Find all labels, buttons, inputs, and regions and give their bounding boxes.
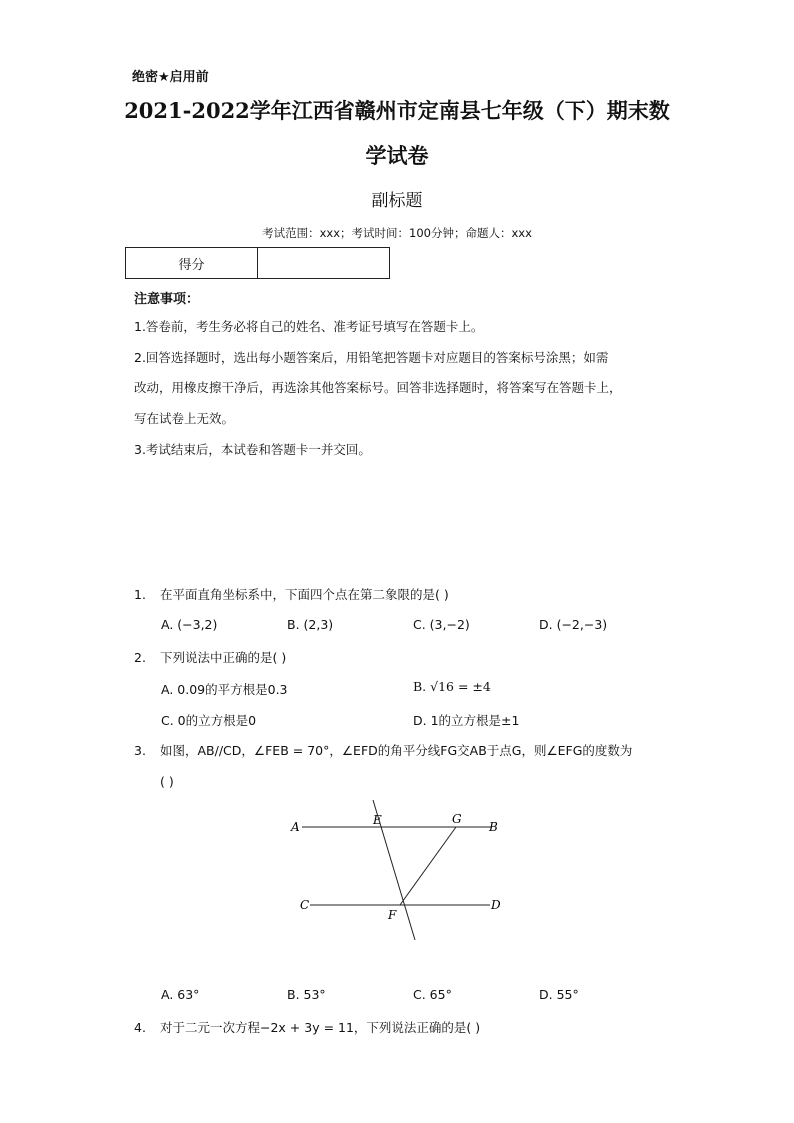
label-c: C — [300, 898, 310, 912]
question-text: 下列说法中正确的是( ) — [160, 650, 287, 665]
label-a: A — [291, 820, 300, 834]
question-number: 2. — [134, 650, 146, 665]
label-d: D — [491, 898, 501, 912]
notice-item: 2.回答选择题时，选出每小题答案后，用铅笔把答题卡对应题目的答案标号涂黑；如需 — [134, 350, 609, 365]
question-text: 如图，AB//CD，∠FEB = 70°，∠EFD的角平分线FG交AB于点G，则∠EFG的度数为 — [160, 743, 633, 758]
score-table — [125, 247, 390, 279]
notice-item: 1.答卷前，考生务必将自己的姓名、准考证号填写在答题卡上。 — [134, 319, 484, 334]
question-text: 在平面直角坐标系中，下面四个点在第二象限的是( ) — [160, 587, 449, 602]
exam-info: 考试范围：xxx；考试时间：100分钟；命题人：xxx — [262, 226, 532, 240]
notice-title: 注意事项： — [134, 292, 200, 307]
question-number: 1. — [134, 587, 146, 602]
option-a: A. 63° — [161, 987, 200, 1002]
notice-item: 写在试卷上无效。 — [134, 411, 235, 426]
label-b: B — [489, 820, 498, 834]
option-b: B. 53° — [287, 987, 326, 1002]
notice-item: 3.考试结束后，本试卷和答题卡一并交回。 — [134, 442, 371, 457]
label-g: G — [452, 812, 462, 826]
option-b: B. √16 = ±4 — [413, 679, 491, 694]
exam-title-line2: 学试卷 — [365, 143, 429, 168]
exam-title-line1: 2021-2022学年江西省赣州市定南县七年级（下）期末数 — [124, 98, 670, 123]
option-d: D. 55° — [539, 987, 579, 1002]
option-c: C. 65° — [413, 987, 452, 1002]
label-e: E — [373, 813, 382, 827]
question-number: 4. — [134, 1020, 146, 1035]
line-fg — [400, 827, 456, 905]
score-value — [258, 248, 390, 279]
question-number: 3. — [134, 743, 146, 758]
geometry-figure — [280, 795, 520, 950]
option-d: D. (−2,−3) — [539, 617, 608, 632]
label-f: F — [388, 908, 397, 922]
option-c: C. (3,−2) — [413, 617, 470, 632]
score-label: 得分 — [126, 248, 258, 279]
subtitle: 副标题 — [371, 191, 423, 211]
option-a: A. 0.09的平方根是0.3 — [161, 682, 288, 697]
question-text: 对于二元一次方程−2x + 3y = 11，下列说法正确的是( ) — [160, 1020, 481, 1035]
option-a: A. (−3,2) — [161, 617, 218, 632]
notice-item: 改动，用橡皮擦干净后，再选涂其他答案标号。回答非选择题时，将答案写在答题卡上， — [134, 380, 622, 395]
secret-mark: 绝密★启用前 — [132, 70, 209, 85]
question-text-line2: ( ) — [160, 774, 174, 789]
option-d: D. 1的立方根是±1 — [413, 713, 520, 728]
option-b: B. (2,3) — [287, 617, 334, 632]
option-c: C. 0的立方根是0 — [161, 713, 257, 728]
